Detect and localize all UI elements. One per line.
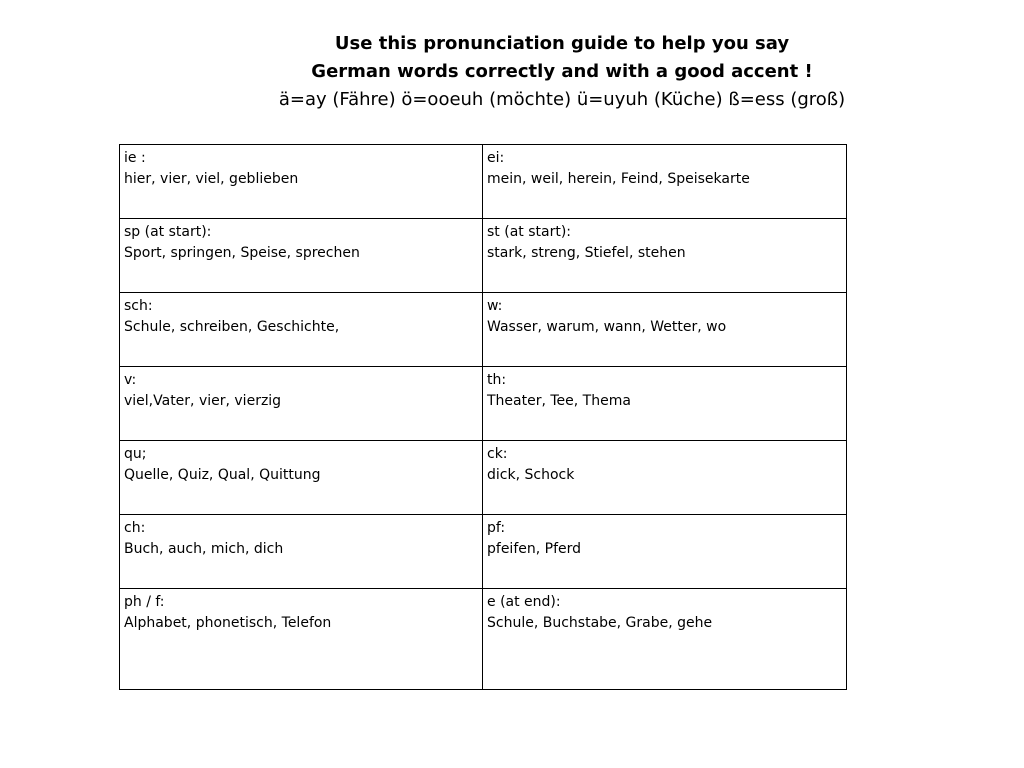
sound-label: ie : bbox=[124, 150, 146, 166]
sound-label: st (at start): bbox=[487, 224, 571, 240]
table-cell-ck bbox=[483, 441, 847, 515]
table-row bbox=[120, 219, 847, 293]
example-words: stark, streng, Stiefel, stehen bbox=[487, 245, 686, 261]
sound-label: ph / f: bbox=[124, 594, 165, 610]
example-words: Alphabet, phonetisch, Telefon bbox=[124, 615, 332, 631]
example-words: Quelle, Quiz, Qual, Quittung bbox=[124, 467, 321, 483]
table-cell-ei bbox=[483, 145, 847, 219]
header-title-line-1: Use this pronunciation guide to help you say bbox=[334, 33, 790, 54]
pronunciation-table bbox=[119, 144, 847, 690]
table-cell-sch bbox=[120, 293, 483, 367]
example-words: hier, vier, viel, geblieben bbox=[124, 171, 299, 187]
example-words: Sport, springen, Speise, sprechen bbox=[124, 245, 360, 261]
table-cell-st bbox=[483, 219, 847, 293]
sound-label: ck: bbox=[487, 446, 508, 462]
sound-label: sp (at start): bbox=[124, 224, 212, 240]
sound-label: v: bbox=[124, 372, 137, 388]
table-cell-ch bbox=[120, 515, 483, 589]
table-cell-pf bbox=[483, 515, 847, 589]
table-cell-e-end bbox=[483, 589, 847, 690]
example-words: Schule, Buchstabe, Grabe, gehe bbox=[487, 615, 713, 631]
example-words: mein, weil, herein, Feind, Speisekarte bbox=[487, 171, 750, 187]
table-cell-ie bbox=[120, 145, 483, 219]
example-words: Theater, Tee, Thema bbox=[487, 393, 631, 409]
table-row bbox=[120, 589, 847, 690]
sound-label: e (at end): bbox=[487, 594, 561, 610]
example-words: pfeifen, Pferd bbox=[487, 541, 582, 557]
sound-label: pf: bbox=[487, 520, 506, 536]
sound-label: w: bbox=[487, 298, 503, 314]
table-row bbox=[120, 441, 847, 515]
table-row bbox=[120, 145, 847, 219]
sound-label: th: bbox=[487, 372, 507, 388]
table-row bbox=[120, 367, 847, 441]
table-cell-th bbox=[483, 367, 847, 441]
example-words: Schule, schreiben, Geschichte, bbox=[124, 319, 340, 335]
example-words: Wasser, warum, wann, Wetter, wo bbox=[487, 319, 727, 335]
page-header bbox=[0, 30, 1024, 114]
sound-label: sch: bbox=[124, 298, 153, 314]
table-cell-ph-f bbox=[120, 589, 483, 690]
table-cell-qu bbox=[120, 441, 483, 515]
sound-label: ch: bbox=[124, 520, 146, 536]
sound-label: ei: bbox=[487, 150, 505, 166]
example-words: Buch, auch, mich, dich bbox=[124, 541, 284, 557]
sound-label: qu; bbox=[124, 446, 147, 462]
table-cell-sp bbox=[120, 219, 483, 293]
example-words: dick, Schock bbox=[487, 467, 575, 483]
table-cell-w bbox=[483, 293, 847, 367]
table-row bbox=[120, 293, 847, 367]
table-cell-v bbox=[120, 367, 483, 441]
example-words: viel,Vater, vier, vierzig bbox=[124, 393, 282, 409]
table-row bbox=[120, 515, 847, 589]
header-umlaut-guide: ä=ay (Fähre) ö=ooeuh (möchte) ü=uyuh (Küche) ß=ess (groß) bbox=[278, 89, 846, 110]
header-title-line-2: German words correctly and with a good accent ! bbox=[311, 61, 813, 82]
